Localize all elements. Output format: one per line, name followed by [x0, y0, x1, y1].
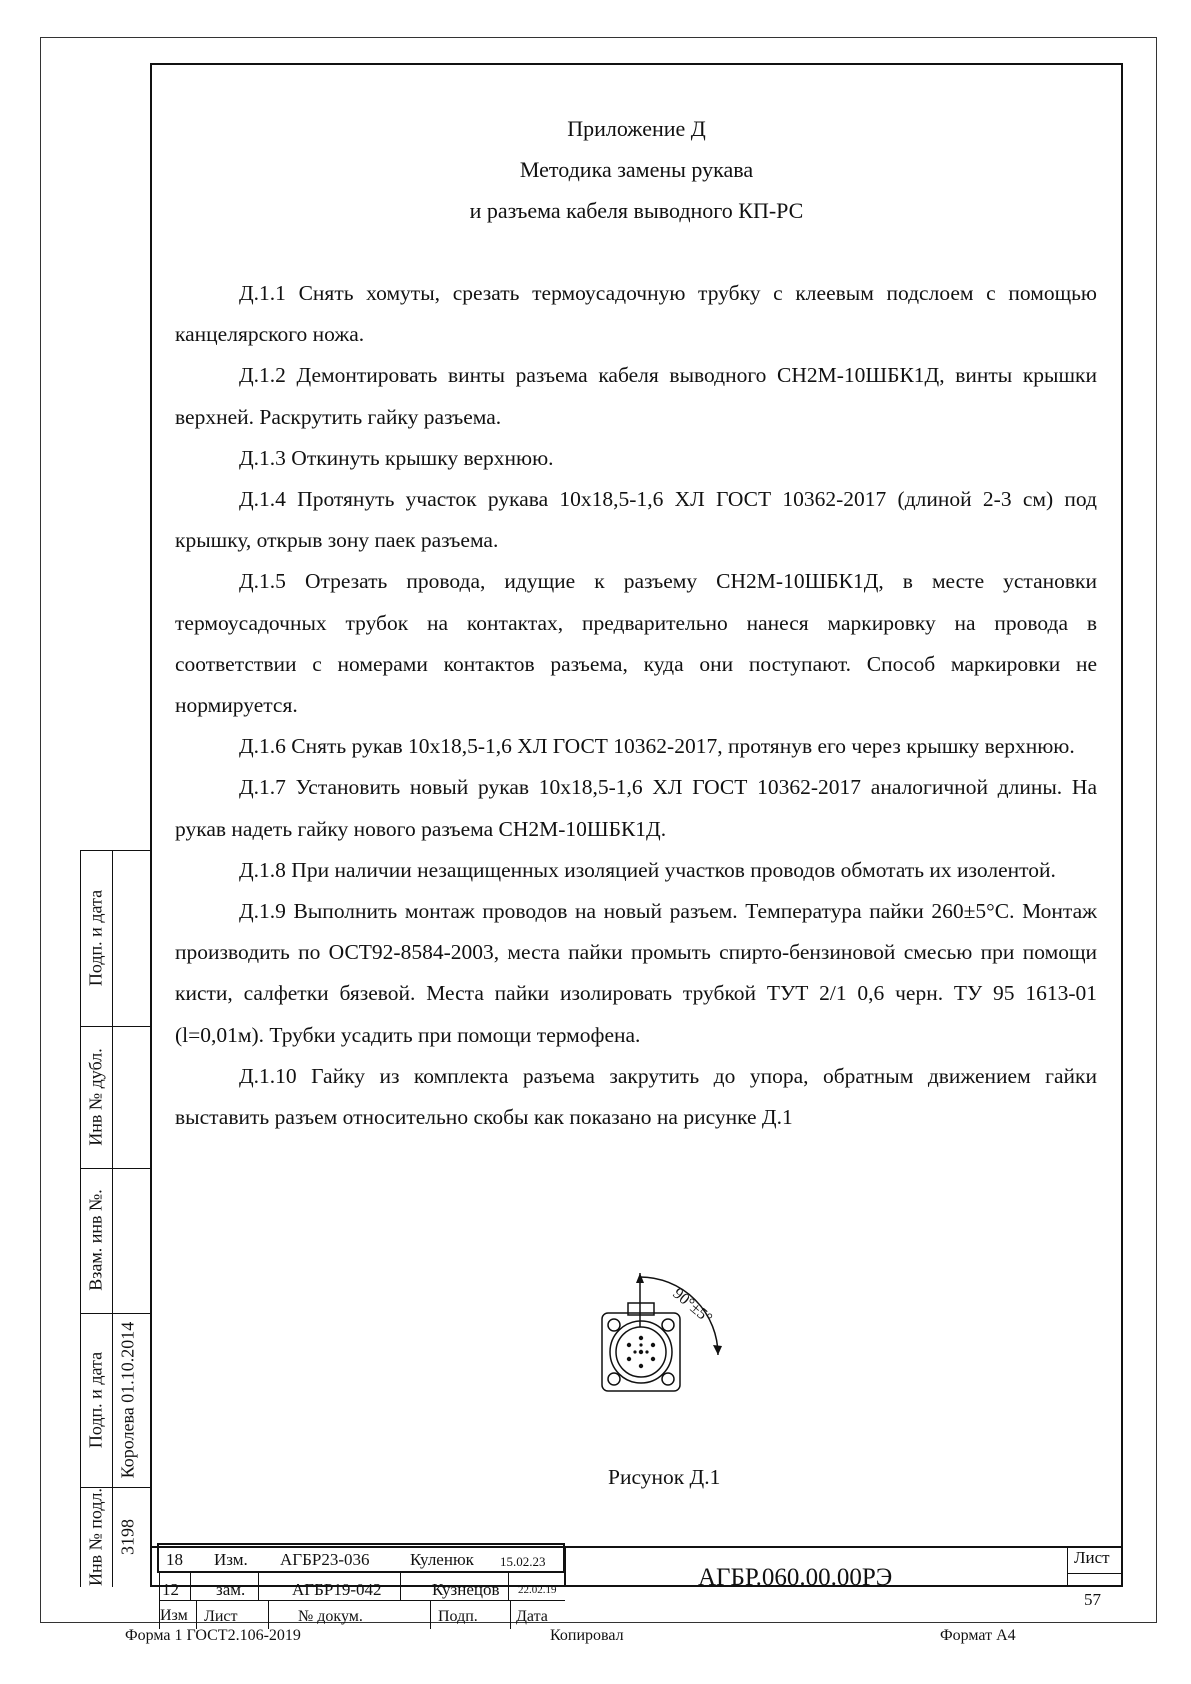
side-signature-date: Королева 01.10.2014: [117, 1321, 138, 1479]
row2-izm: 12: [162, 1580, 179, 1599]
header-list: Лист: [204, 1608, 238, 1625]
sheet-label: Лист: [1074, 1548, 1110, 1567]
header-izm: Изм: [160, 1607, 188, 1624]
mount-hole-top-right: [662, 1319, 674, 1331]
paragraph-d1-5: Д.1.5 Отрезать провода, идущие к разъему СН2М-10ШБК1Д, в месте установки термоусадочных трубок на контактах, предварительно нанеся маркировку на провода в соответствии с номерами контактов разъема, куда они поступают. Способ маркировки не нормируется.: [175, 569, 1097, 718]
procedure-text: [175, 273, 1097, 1138]
header-doc: № докум.: [298, 1608, 363, 1625]
appendix-label: Приложение Д: [567, 116, 706, 141]
row1-podp: Куленюк: [410, 1550, 474, 1569]
paragraph-d1-2: Д.1.2 Демонтировать винты разъема кабеля выводного СН2М-10ШБК1Д, винты крышки верхней. Раскрутить гайку разъема.: [175, 363, 1097, 429]
paragraph-d1-1: Д.1.1 Снять хомуты, срезать термоусадочную трубку с клеевым подслоем с помощью канцелярского ножа.: [175, 281, 1097, 347]
mount-hole-bottom-left: [608, 1373, 620, 1385]
document-title-line1: Методика замены рукава: [519, 157, 754, 182]
document-title-line2: и разъема кабеля выводного КП-РС: [469, 198, 804, 223]
row1-izm: 18: [166, 1550, 183, 1569]
paragraph-d1-4: Д.1.4 Протянуть участок рукава 10х18,5-1,6 ХЛ ГОСТ 10362-2017 (длиной 2-3 см) под крышку, открыв зону паек разъема.: [175, 487, 1097, 553]
row2-doc: АГБР19-042: [292, 1580, 382, 1599]
header-podp: Подп.: [438, 1608, 478, 1625]
connector-figure: [580, 1265, 760, 1425]
document-designation: АГБР.060.00.00РЭ: [698, 1564, 893, 1591]
row1-list: Изм.: [214, 1550, 248, 1569]
arrow-top: [636, 1273, 644, 1283]
footer-format: Формат А4: [940, 1627, 1016, 1644]
paragraph-d1-6: Д.1.6 Снять рукав 10х18,5-1,6 ХЛ ГОСТ 10362-2017, протянув его через крышку верхнюю.: [239, 734, 1075, 759]
side-label-podp-data: Подп. и дата: [85, 889, 106, 987]
mount-hole-bottom-right: [662, 1373, 674, 1385]
row2-list: зам.: [216, 1580, 246, 1599]
row2-podp: Кузнецов: [432, 1580, 500, 1599]
sheet-number: 57: [1084, 1590, 1101, 1609]
paragraph-d1-3: Д.1.3 Откинуть крышку верхнюю.: [239, 445, 554, 470]
paragraph-d1-9: Д.1.9 Выполнить монтаж проводов на новый разъем. Температура пайки 260±5°С. Монтаж производить по ОСТ92-8584-2003, места пайки промыть спирто-бензиновой смесью при помощи кисти, салфетки бязевой. Места пайки изолировать трубкой ТУТ 2/1 0,6 черн. ТУ 95 1613-01 (l=0,01м). Трубки усадить при помощи термофена.: [175, 899, 1097, 1047]
row1-doc: АГБР23-036: [280, 1550, 370, 1569]
paragraph-d1-7: Д.1.7 Установить новый рукав 10х18,5-1,6 ХЛ ГОСТ 10362-2017 аналогичной длины. На рукав надеть гайку нового разъема СН2М-10ШБК1Д.: [175, 775, 1097, 841]
side-label-vzam-inv: Взам. инв №.: [85, 1189, 106, 1291]
side-label-inv-podl: Инв № подл.: [85, 1487, 106, 1587]
paragraph-d1-8: Д.1.8 При наличии незащищенных изоляцией участков проводов обмотать их изолентой.: [239, 857, 1056, 882]
row2-date: 22.02.19: [518, 1584, 557, 1596]
side-label-inv-dubl: Инв № дубл.: [85, 1048, 106, 1146]
arrow-right: [713, 1345, 722, 1355]
header-date: Дата: [516, 1608, 548, 1625]
paragraph-d1-10: Д.1.10 Гайку из комплекта разъема закрутить до упора, обратным движением гайки выставить разъем относительно скобы как показано на рисунке Д.1: [175, 1063, 1097, 1130]
row1-date: 15.02.23: [500, 1554, 546, 1569]
footer-form: Форма 1 ГОСТ2.106-2019: [125, 1627, 301, 1644]
footer-copied: Копировал: [550, 1627, 624, 1644]
angle-label: 90°±5°: [669, 1285, 716, 1328]
side-label-podp-data-2: Подп. и дата: [85, 1351, 106, 1449]
figure-caption: Рисунок Д.1: [608, 1465, 721, 1489]
side-inv-podl-value: 3198: [117, 1519, 138, 1555]
mount-hole-top-left: [608, 1319, 620, 1331]
